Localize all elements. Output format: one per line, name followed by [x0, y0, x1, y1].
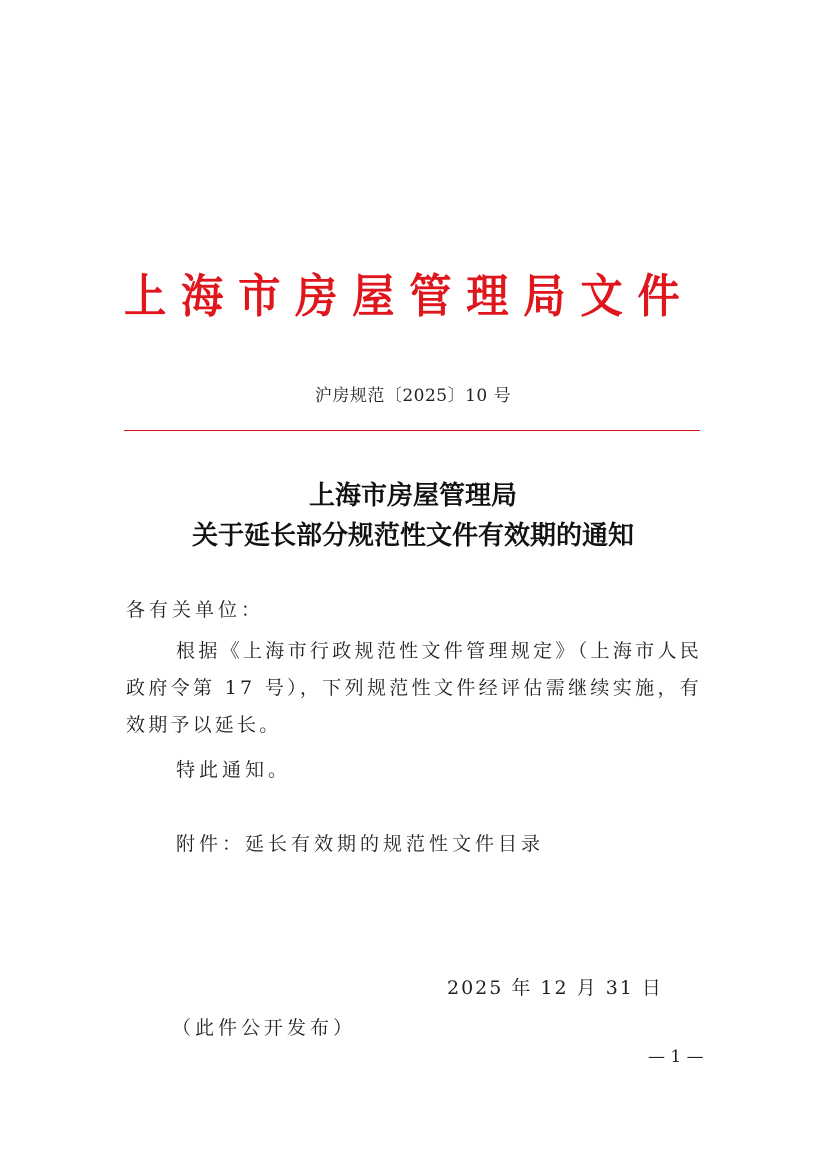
issue-date: 2025 年 12 月 31 日	[447, 977, 663, 999]
document-title	[0, 476, 826, 556]
publish-note: （此件公开发布）	[172, 1017, 357, 1039]
title-line-2: 关于延长部分规范性文件有效期的通知	[191, 521, 634, 551]
attachment-line: 附件：延长有效期的规范性文件目录	[176, 833, 545, 855]
issuer-title: 上海市房屋管理局文件	[124, 269, 695, 323]
title-line-1: 上海市房屋管理局	[308, 481, 517, 511]
salutation: 各有关单位：	[126, 599, 265, 621]
body-paragraph-1: 根据《上海市行政规范性文件管理规定》（上海市人民政府令第 17 号），下列规范性文件经评估需继续实施，有效期予以延长。	[126, 640, 702, 736]
red-divider-line	[124, 430, 700, 431]
document-number: 沪房规范〔2025〕10 号	[314, 386, 512, 406]
body-paragraph-2: 特此通知。	[176, 759, 292, 781]
page-number: — 1 —	[648, 1047, 704, 1067]
